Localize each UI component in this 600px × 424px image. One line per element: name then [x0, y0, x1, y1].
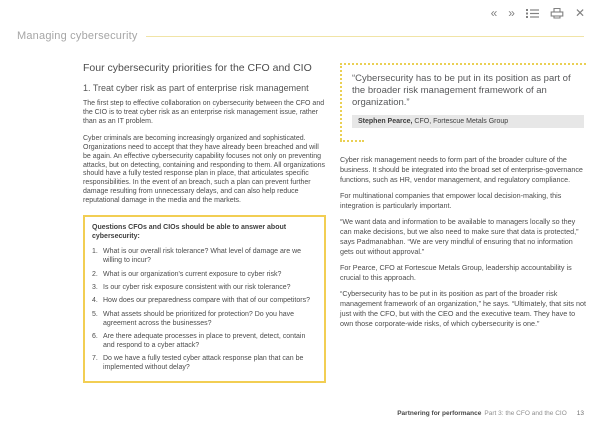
table-of-contents-icon[interactable] — [526, 8, 539, 19]
paragraph: “We want data and information to be available to managers locally so they can make decisions, but we also need to make sure that data is protected,” says Padmanabhan. “We are very mindful of ensuring that no information gets out without approval.” — [340, 217, 579, 256]
questions-callout-box — [83, 215, 326, 383]
report-section-title: Part 3: the CFO and the CIO — [484, 410, 567, 417]
page-footer — [397, 410, 584, 417]
close-icon[interactable]: ✕ — [574, 6, 585, 20]
print-icon[interactable] — [550, 7, 564, 19]
next-page-icon[interactable]: » — [508, 6, 515, 20]
questions-list — [92, 248, 316, 373]
previous-page-icon[interactable]: « — [490, 6, 498, 20]
paragraph: Cyber criminals are becoming increasingly organized and sophisticated. Organizations need to accept that they have already been breached and will be again. An effective cybersecurity capability focuses not only on preventing attacks, but on detecting, containing and responding to them. All organizations should have a fully tested response plan in place, that articulates specific responsibilities. In the event of an breach, such a plan can prevent further damage resulting from unnecessary delays, and can also help reduce reputational damage in the media and the markets. — [83, 135, 326, 204]
page-number: 13 — [576, 410, 584, 417]
left-column — [83, 62, 326, 383]
paragraph: For multinational companies that empower local decision-making, this integration is particularly important. — [340, 191, 562, 211]
header-rule — [146, 36, 584, 37]
quote-author-role: CFO, Fortescue Metals Group — [412, 118, 509, 126]
paragraph: For Pearce, CFO at Fortescue Metals Group, leadership accountability is crucial to this approach. — [340, 262, 572, 282]
list-item: Do we have a fully tested cyber attack response plan that can be implemented without delay? — [103, 355, 304, 372]
right-column — [340, 63, 586, 335]
list-item: What is our overall risk tolerance? What level of damage are we willing to incur? — [103, 248, 302, 265]
list-item: What assets should be prioritized for protection? Do you have agreement across the businesses? — [103, 310, 295, 327]
report-series-title: Partnering for performance — [397, 410, 482, 417]
quote-text: “Cybersecurity has to be put in its position as part of the broader risk management framework of an organization.” — [352, 73, 571, 109]
viewer-toolbar — [491, 7, 585, 19]
list-item: How does our preparedness compare with that of our competitors? — [103, 297, 310, 305]
list-item: Is our cyber risk exposure consistent with our risk tolerance? — [103, 284, 291, 292]
paragraph: Cyber risk management needs to form part of the broader culture of the business. It should be integrated into the broad set of enterprise-governance functions, such as HR, vendor management, and regulatory compliance. — [340, 155, 583, 185]
page-header — [17, 30, 584, 42]
pull-quote — [340, 63, 586, 128]
questions-box-title: Questions CFOs and CIOs should be able to answer about cybersecurity: — [92, 224, 287, 241]
article-heading: Four cybersecurity priorities for the CFO and CIO — [83, 62, 312, 74]
paragraph: The first step to effective collaboration on cybersecurity between the CFO and the CIO is to treat cyber risk as an enterprise risk management issue, rather than as an IT problem. — [83, 100, 325, 125]
paragraph: “Cybersecurity has to be put in its position as part of the broader risk management framework of an organization,” he says. “Ultimately, that sits not just with the CFO, but with the CEO and the executive team. They have to own those corporate-wide risks, of which cybersecurity is one.” — [340, 288, 586, 328]
section-subheading: 1. Treat cyber risk as part of enterprise risk management — [83, 83, 309, 93]
list-item: Are there adequate processes in place to prevent, detect, contain and respond to a cyber attack? — [103, 333, 306, 349]
quote-author-name: Stephen Pearce, — [358, 118, 413, 126]
right-body-text — [340, 155, 586, 328]
quote-attribution — [352, 115, 584, 128]
list-item: What is our organization's current exposure to cyber risk? — [103, 270, 282, 278]
page-title: Managing cybersecurity — [17, 30, 138, 42]
